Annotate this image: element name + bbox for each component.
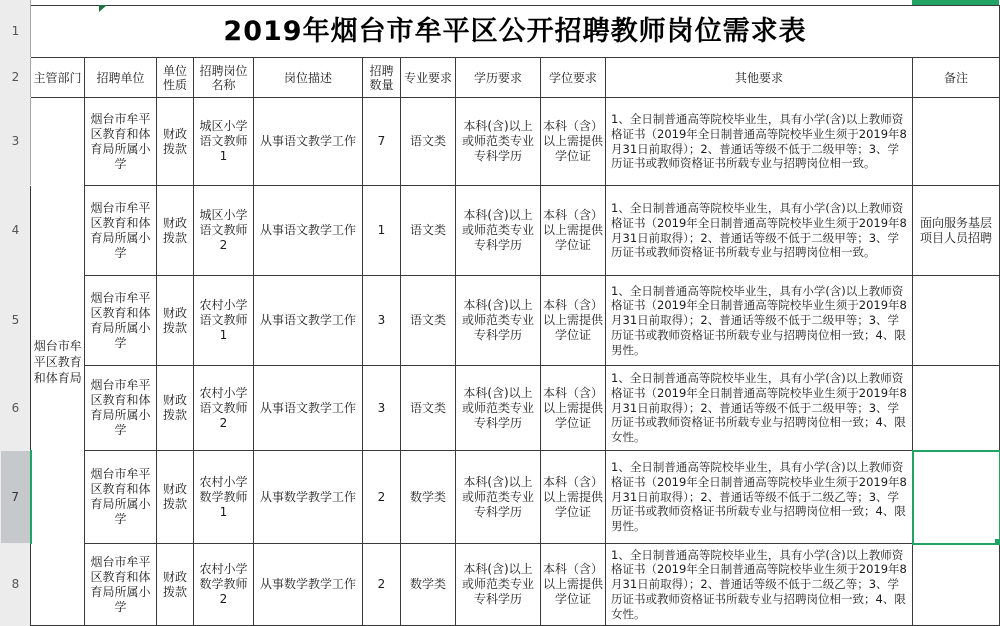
row-header[interactable]: 4 (1, 186, 31, 276)
sheet-title-cell[interactable]: 2019年烟台市牟平区公开招聘教师岗位需求表 (31, 6, 1000, 58)
cell-count[interactable]: 2 (363, 451, 401, 544)
cell-position[interactable]: 农村小学语文教师1 (194, 276, 254, 366)
fill-handle[interactable] (995, 539, 1000, 544)
cell-other[interactable]: 1、全日制普通高等院校毕业生，具有小学(含)以上教师资格证书（2019年全日制普通高等院校毕业生须于2019年8月31日前取得）；2、普通话等级不低于二级甲等；3、学历证书或教师资格证书所载专业与招聘岗位相一致。 (606, 186, 913, 276)
cell-degree[interactable]: 本科（含）以上需提供学位证 (541, 276, 606, 366)
cell-degree[interactable]: 本科（含）以上需提供学位证 (541, 451, 606, 544)
col-header-count[interactable]: 招聘数量 (363, 58, 401, 98)
selected-cell-note[interactable] (913, 451, 1000, 544)
cell-nature[interactable]: 财政拨款 (157, 98, 194, 186)
cell-major[interactable]: 数学类 (401, 451, 456, 544)
cell-count[interactable]: 3 (363, 366, 401, 451)
cell-note[interactable] (913, 276, 1000, 366)
row-header-selected[interactable]: 7 (1, 451, 31, 544)
col-header-other[interactable]: 其他要求 (606, 58, 913, 98)
cell-other[interactable]: 1、全日制普通高等院校毕业生，具有小学(含)以上教师资格证书（2019年全日制普通高等院校毕业生须于2019年8月31日前取得）；2、普通话等级不低于二级乙等；3、学历证书或教师资格证书所载专业与招聘岗位相一致；4、限男性。 (606, 451, 913, 544)
cell-count[interactable]: 1 (363, 186, 401, 276)
cell-unit[interactable]: 烟台市牟平区教育和体育局所属小学 (85, 544, 157, 626)
cell-count[interactable]: 3 (363, 276, 401, 366)
recruitment-table (0, 5, 1000, 626)
cell-unit[interactable]: 烟台市牟平区教育和体育局所属小学 (85, 98, 157, 186)
cell-nature[interactable]: 财政拨款 (157, 451, 194, 544)
cell-nature[interactable]: 财政拨款 (157, 186, 194, 276)
cell-edu[interactable]: 本科(含)以上或师范类专业专科学历 (456, 276, 541, 366)
cell-position[interactable]: 农村小学数学教师1 (194, 451, 254, 544)
cell-degree[interactable]: 本科（含）以上需提供学位证 (541, 544, 606, 626)
cell-other[interactable]: 1、全日制普通高等院校毕业生，具有小学(含)以上教师资格证书（2019年全日制普通高等院校毕业生须于2019年8月31日前取得）；2、普通话等级不低于二级甲等；3、学历证书或教师资格证书所载专业与招聘岗位相一致；4、限男性。 (606, 276, 913, 366)
cell-note[interactable] (913, 544, 1000, 626)
cell-nature[interactable]: 财政拨款 (157, 276, 194, 366)
cell-department[interactable]: 烟台市牟平区教育和体育局 (31, 98, 85, 626)
cell-nature[interactable]: 财政拨款 (157, 544, 194, 626)
cell-major[interactable]: 语文类 (401, 276, 456, 366)
col-header-position[interactable]: 招聘岗位名称 (194, 58, 254, 98)
col-header-desc[interactable]: 岗位描述 (254, 58, 363, 98)
cell-edu[interactable]: 本科(含)以上或师范类专业专科学历 (456, 98, 541, 186)
col-header-major[interactable]: 专业要求 (401, 58, 456, 98)
row-header[interactable]: 1 (1, 6, 31, 58)
cell-degree[interactable]: 本科（含）以上需提供学位证 (541, 366, 606, 451)
cell-count[interactable]: 2 (363, 544, 401, 626)
col-header-edu[interactable]: 学历要求 (456, 58, 541, 98)
cell-major[interactable]: 语文类 (401, 98, 456, 186)
cell-count[interactable]: 7 (363, 98, 401, 186)
cell-position[interactable]: 城区小学语文教师2 (194, 186, 254, 276)
cell-degree[interactable]: 本科（含）以上需提供学位证 (541, 186, 606, 276)
cell-major[interactable]: 语文类 (401, 186, 456, 276)
cell-desc[interactable]: 从事数学教学工作 (254, 451, 363, 544)
cell-unit[interactable]: 烟台市牟平区教育和体育局所属小学 (85, 186, 157, 276)
row-header[interactable]: 3 (1, 98, 31, 186)
comment-flag-icon (99, 5, 107, 12)
col-header-note[interactable]: 备注 (913, 58, 1000, 98)
cell-note[interactable] (913, 366, 1000, 451)
cell-unit[interactable]: 烟台市牟平区教育和体育局所属小学 (85, 276, 157, 366)
col-header-unit[interactable]: 招聘单位 (85, 58, 157, 98)
cell-position[interactable]: 农村小学数学教师2 (194, 544, 254, 626)
cell-degree[interactable]: 本科（含）以上需提供学位证 (541, 98, 606, 186)
cell-edu[interactable]: 本科(含)以上或师范类专业专科学历 (456, 366, 541, 451)
cell-desc[interactable]: 从事语文教学工作 (254, 186, 363, 276)
cell-edu[interactable]: 本科(含)以上或师范类专业专科学历 (456, 451, 541, 544)
cell-desc[interactable]: 从事数学教学工作 (254, 544, 363, 626)
cell-desc[interactable]: 从事语文教学工作 (254, 366, 363, 451)
cell-unit[interactable]: 烟台市牟平区教育和体育局所属小学 (85, 451, 157, 544)
cell-major[interactable]: 语文类 (401, 366, 456, 451)
cell-desc[interactable]: 从事语文教学工作 (254, 98, 363, 186)
cell-other[interactable]: 1、全日制普通高等院校毕业生，具有小学(含)以上教师资格证书（2019年全日制普通高等院校毕业生须于2019年8月31日前取得）；2、普通话等级不低于二级乙等；3、学历证书或教师资格证书所载专业与招聘岗位相一致；4、限女性。 (606, 544, 913, 626)
row-header[interactable]: 6 (1, 366, 31, 451)
row-header[interactable]: 5 (1, 276, 31, 366)
col-header-nature[interactable]: 单位性质 (157, 58, 194, 98)
cell-major[interactable]: 数学类 (401, 544, 456, 626)
cell-other[interactable]: 1、全日制普通高等院校毕业生，具有小学(含)以上教师资格证书（2019年全日制普通高等院校毕业生须于2019年8月31日前取得）；2、普通话等级不低于二级甲等；3、学历证书或教师资格证书所载专业与招聘岗位相一致；4、限女性。 (606, 366, 913, 451)
cell-nature[interactable]: 财政拨款 (157, 366, 194, 451)
cell-other[interactable]: 1、全日制普通高等院校毕业生，具有小学(含)以上教师资格证书（2019年全日制普通高等院校毕业生须于2019年8月31日前取得）；2、普通话等级不低于二级甲等；3、学历证书或教师资格证书所载专业与招聘岗位相一致。 (606, 98, 913, 186)
cell-unit[interactable]: 烟台市牟平区教育和体育局所属小学 (85, 366, 157, 451)
row-header[interactable]: 8 (1, 544, 31, 626)
cell-note[interactable]: 面向服务基层项目人员招聘 (913, 186, 1000, 276)
col-header-degree[interactable]: 学位要求 (541, 58, 606, 98)
row-header[interactable]: 2 (1, 58, 31, 98)
cell-edu[interactable]: 本科(含)以上或师范类专业专科学历 (456, 544, 541, 626)
cell-position[interactable]: 农村小学语文教师2 (194, 366, 254, 451)
col-header-dept[interactable]: 主管部门 (31, 58, 85, 98)
cell-note[interactable] (913, 98, 1000, 186)
cell-position[interactable]: 城区小学语文教师1 (194, 98, 254, 186)
cell-desc[interactable]: 从事语文教学工作 (254, 276, 363, 366)
cell-edu[interactable]: 本科(含)以上或师范类专业专科学历 (456, 186, 541, 276)
